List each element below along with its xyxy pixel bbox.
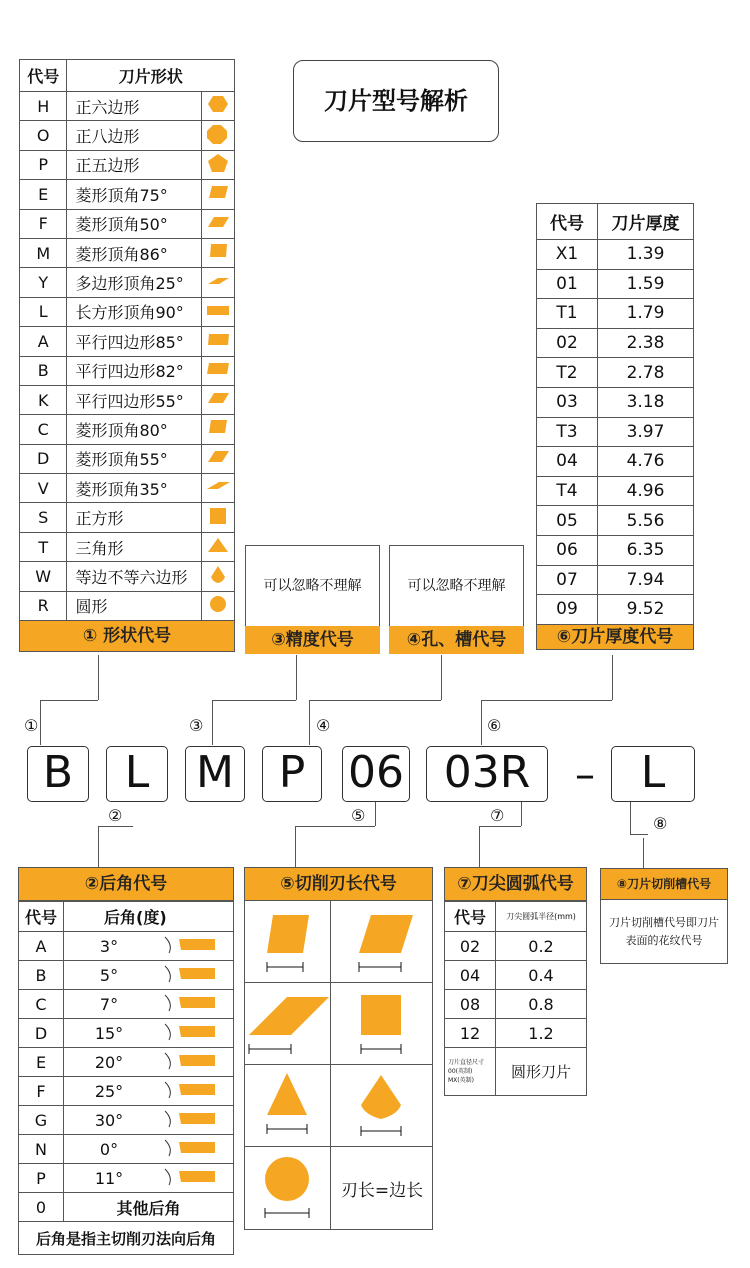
square-icon	[202, 505, 234, 527]
thickness-code: T3	[537, 417, 598, 447]
shape-code: P	[20, 150, 67, 179]
clearance-other-value: 其他后角	[64, 1193, 234, 1222]
edge-cell-triangle	[245, 1065, 331, 1147]
nose-header-value: 刀尖圆弧半径(mm)	[496, 902, 587, 932]
shape-row	[20, 268, 235, 297]
shape-code: B	[20, 356, 67, 385]
shape-icon-cell	[201, 297, 234, 326]
code-box-thickness-radius: 03R	[426, 746, 548, 802]
shape-code: H	[20, 92, 67, 121]
thickness-row	[537, 299, 694, 329]
shape-icon-cell	[201, 474, 234, 503]
rhombus-55-icon	[202, 446, 234, 468]
wire-4b	[309, 700, 441, 701]
thickness-row	[537, 535, 694, 565]
edge-cell-parallelogram	[245, 901, 331, 983]
shape-footer: ① 形状代号	[19, 621, 235, 652]
shape-icon-cell	[201, 180, 234, 209]
clearance-row	[19, 1048, 234, 1077]
clearance-angle-icon	[159, 933, 229, 955]
clearance-angle-icon	[159, 1165, 229, 1187]
clearance-value: 0°	[64, 1135, 155, 1164]
marker-7: ⑦	[490, 806, 505, 825]
nose-note-line-2: 00(英制)	[448, 1068, 473, 1075]
wire-1b	[40, 700, 98, 701]
shape-row	[20, 327, 235, 356]
nose-row	[445, 932, 587, 961]
clearance-value: 15°	[64, 1019, 155, 1048]
edge-length-grid	[244, 901, 433, 1230]
clearance-angle-cell	[154, 990, 234, 1019]
clearance-value: 5°	[64, 961, 155, 990]
circle-icon	[202, 593, 234, 615]
nose-header-code: 代号	[445, 902, 496, 932]
nose-code: 04	[445, 961, 496, 990]
shape-icon-cell	[201, 444, 234, 473]
wire-1c	[40, 700, 41, 745]
thickness-value: 1.79	[598, 299, 694, 329]
shape-code: T	[20, 532, 67, 561]
clearance-code: G	[19, 1106, 64, 1135]
thickness-row	[537, 447, 694, 477]
thickness-footer: ⑥刀片厚度代号	[536, 625, 694, 650]
thickness-value: 6.35	[598, 535, 694, 565]
clearance-value: 7°	[64, 990, 155, 1019]
code-box-hole: P	[262, 746, 322, 802]
clearance-code: A	[19, 932, 64, 961]
shape-code: M	[20, 238, 67, 267]
shape-row	[20, 297, 235, 326]
clearance-value: 11°	[64, 1164, 155, 1193]
edge-cell-note	[331, 1147, 433, 1229]
clearance-row	[19, 961, 234, 990]
triangle-edge-icon	[245, 1065, 331, 1147]
wire-3c	[212, 700, 213, 745]
shape-icon-cell	[201, 562, 234, 591]
nose-row	[445, 961, 587, 990]
edge-length-note: 刃长=边长	[340, 1180, 424, 1201]
triangle-icon	[202, 534, 234, 556]
thickness-row	[537, 595, 694, 625]
trigon-icon	[202, 563, 234, 585]
clearance-angle-cell	[154, 1019, 234, 1048]
thickness-row	[537, 387, 694, 417]
precision-note: 可以忽略不理解	[263, 578, 362, 594]
rhombus-35-icon	[202, 475, 234, 497]
code-box-precision: M	[185, 746, 245, 802]
polygon-25-icon	[202, 270, 234, 292]
marker-4: ④	[316, 716, 331, 735]
clearance-header-value: 后角(度)	[64, 902, 234, 932]
shape-code: L	[20, 297, 67, 326]
clearance-value: 20°	[64, 1048, 155, 1077]
clearance-row	[19, 1019, 234, 1048]
shape-code: K	[20, 385, 67, 414]
marker-5: ⑤	[351, 806, 366, 825]
shape-row	[20, 532, 235, 561]
chipbreaker-panel	[600, 868, 728, 964]
clearance-footer: 后角是指主切削刃法向后角	[19, 1222, 234, 1255]
shape-name: 平行四边形55°	[67, 385, 201, 414]
shape-row	[20, 121, 235, 150]
thickness-header-value: 刀片厚度	[598, 204, 694, 240]
hole-footer: ④孔、槽代号	[389, 626, 524, 654]
shape-name: 菱形顶角75°	[67, 180, 201, 209]
shape-icon-cell	[201, 268, 234, 297]
clearance-value: 3°	[64, 932, 155, 961]
page-title-text: 刀片型号解析	[324, 87, 468, 115]
clearance-code: N	[19, 1135, 64, 1164]
shape-name: 三角形	[67, 532, 201, 561]
clearance-value: 30°	[64, 1106, 155, 1135]
shape-code: S	[20, 503, 67, 532]
clearance-angle-cell	[154, 1077, 234, 1106]
shape-name: 菱形顶角80°	[67, 415, 201, 444]
thickness-value: 4.76	[598, 447, 694, 477]
thickness-code: 01	[537, 269, 598, 299]
shape-row	[20, 356, 235, 385]
clearance-angle-cell	[154, 961, 234, 990]
clearance-angle-icon	[159, 962, 229, 984]
page-title	[293, 60, 499, 142]
nose-code: 12	[445, 1019, 496, 1048]
thickness-table	[536, 203, 694, 650]
shape-code: A	[20, 327, 67, 356]
shape-code: Y	[20, 268, 67, 297]
clearance-angle-cell	[154, 1164, 234, 1193]
marker-3: ③	[189, 716, 204, 735]
thickness-row	[537, 476, 694, 506]
edge-cell-circle	[245, 1147, 331, 1229]
shape-code: E	[20, 180, 67, 209]
wire-5b	[295, 826, 375, 827]
shape-icon-cell	[201, 150, 234, 179]
wire-6	[612, 655, 613, 700]
clearance-code: F	[19, 1077, 64, 1106]
clearance-angle-icon	[159, 1136, 229, 1158]
nose-row	[445, 1019, 587, 1048]
shape-icon-cell	[201, 385, 234, 414]
shape-icon-cell	[201, 503, 234, 532]
wire-2b	[98, 826, 99, 867]
thickness-value: 4.96	[598, 476, 694, 506]
clearance-angle-cell	[154, 932, 234, 961]
shape-header-code: 代号	[20, 60, 67, 92]
edge-cell-trigon	[331, 1065, 433, 1147]
chipbreaker-title: ⑧刀片切削槽代号	[600, 868, 728, 900]
shape-icon-cell	[201, 327, 234, 356]
clearance-angle-cell	[154, 1106, 234, 1135]
shape-row	[20, 92, 235, 121]
shape-name: 菱形顶角35°	[67, 474, 201, 503]
shape-header-name: 刀片形状	[67, 60, 235, 92]
nose-value: 0.4	[496, 961, 587, 990]
shape-row	[20, 562, 235, 591]
shape-name: 平行四边形82°	[67, 356, 201, 385]
rhombus-75-icon	[202, 181, 234, 203]
rhombus-86-icon	[202, 240, 234, 262]
shape-icon-cell	[201, 591, 234, 620]
circle-edge-icon	[245, 1147, 331, 1229]
wire-8	[630, 802, 631, 834]
clearance-row	[19, 1135, 234, 1164]
acute-rhombus-edge-icon	[245, 983, 331, 1065]
nose-code: 02	[445, 932, 496, 961]
wire-8b	[630, 834, 648, 835]
shape-name: 多边形顶角25°	[67, 268, 201, 297]
shape-row	[20, 209, 235, 238]
thickness-code: 07	[537, 565, 598, 595]
precision-footer: ③精度代号	[245, 626, 380, 654]
thickness-code: T4	[537, 476, 598, 506]
nose-note-line-3: MX(英制)	[448, 1077, 474, 1084]
shape-code: D	[20, 444, 67, 473]
shape-icon-cell	[201, 92, 234, 121]
wire-3b	[212, 700, 296, 701]
clearance-angle-icon	[159, 991, 229, 1013]
thickness-value: 7.94	[598, 565, 694, 595]
wire-1	[98, 655, 99, 700]
shape-row	[20, 503, 235, 532]
code-box-clearance: L	[106, 746, 168, 802]
rhombus-edge-icon	[331, 901, 433, 983]
thickness-value: 9.52	[598, 595, 694, 625]
clearance-angle-icon	[159, 1107, 229, 1129]
edge-length-panel	[244, 867, 433, 1230]
code-box-chipbreaker: L	[611, 746, 695, 802]
thickness-value: 3.18	[598, 387, 694, 417]
wire-6c	[481, 700, 482, 745]
nose-radius-title: ⑦刀尖圆弧代号	[444, 867, 587, 901]
thickness-code: T2	[537, 358, 598, 388]
shape-name: 平行四边形85°	[67, 327, 201, 356]
clearance-other-code: 0	[19, 1193, 64, 1222]
edge-cell-rhombus	[331, 901, 433, 983]
shape-name: 正方形	[67, 503, 201, 532]
clearance-code: E	[19, 1048, 64, 1077]
thickness-value: 1.39	[598, 240, 694, 270]
dash-separator: –	[575, 752, 595, 798]
thickness-code: 04	[537, 447, 598, 477]
shape-code: F	[20, 209, 67, 238]
wire-5c	[295, 826, 296, 867]
shape-row	[20, 150, 235, 179]
thickness-code: 03	[537, 387, 598, 417]
parallelogram-82-icon	[202, 358, 234, 380]
wire-3	[296, 655, 297, 700]
thickness-value: 2.38	[598, 328, 694, 358]
chipbreaker-desc: 刀片切削槽代号即刀片表面的花纹代号	[600, 900, 728, 964]
shape-name: 圆形	[67, 591, 201, 620]
shape-code: V	[20, 474, 67, 503]
shape-row	[20, 238, 235, 267]
parallelogram-85-icon	[202, 328, 234, 350]
shape-code: R	[20, 591, 67, 620]
shape-name: 菱形顶角86°	[67, 238, 201, 267]
wire-7c	[479, 826, 480, 867]
thickness-code: 05	[537, 506, 598, 536]
hexagon-icon	[202, 93, 234, 115]
nose-note-line-1: 刀片直径尺寸	[448, 1059, 485, 1066]
marker-6: ⑥	[487, 716, 502, 735]
square-edge-icon	[331, 983, 433, 1065]
wire-5	[375, 802, 376, 826]
shape-row	[20, 180, 235, 209]
clearance-row	[19, 1164, 234, 1193]
parallelogram-55-icon	[202, 387, 234, 409]
thickness-code: 09	[537, 595, 598, 625]
clearance-code: D	[19, 1019, 64, 1048]
clearance-code: C	[19, 990, 64, 1019]
shape-row	[20, 591, 235, 620]
shape-name: 正五边形	[67, 150, 201, 179]
nose-note-cell	[445, 1048, 496, 1096]
shape-row	[20, 444, 235, 473]
clearance-row	[19, 1106, 234, 1135]
thickness-header-code: 代号	[537, 204, 598, 240]
rhombus-80-icon	[202, 416, 234, 438]
shape-code: W	[20, 562, 67, 591]
nose-code: 08	[445, 990, 496, 1019]
clearance-table	[18, 867, 234, 1255]
shape-name: 正八边形	[67, 121, 201, 150]
shape-name: 正六边形	[67, 92, 201, 121]
shape-icon-cell	[201, 238, 234, 267]
rectangle-icon	[202, 299, 234, 321]
marker-8: ⑧	[653, 814, 668, 833]
wire-4c	[309, 700, 310, 745]
clearance-angle-cell	[154, 1048, 234, 1077]
clearance-angle-icon	[159, 1078, 229, 1100]
clearance-angle-icon	[159, 1049, 229, 1071]
rhombus-50-icon	[202, 211, 234, 233]
clearance-row	[19, 932, 234, 961]
thickness-row	[537, 417, 694, 447]
shape-row	[20, 385, 235, 414]
thickness-value: 3.97	[598, 417, 694, 447]
thickness-code: 06	[537, 535, 598, 565]
marker-1: ①	[24, 716, 39, 735]
octagon-icon	[202, 123, 234, 145]
trigon-edge-icon	[331, 1065, 433, 1147]
shape-table	[19, 59, 235, 652]
shape-name: 等边不等六边形	[67, 562, 201, 591]
precision-note-box	[245, 545, 380, 627]
shape-name: 菱形顶角55°	[67, 444, 201, 473]
wire-4	[441, 655, 442, 700]
clearance-header-code: 代号	[19, 902, 64, 932]
clearance-angle-cell	[154, 1135, 234, 1164]
shape-code: O	[20, 121, 67, 150]
code-box-edge-length: 06	[342, 746, 410, 802]
thickness-row	[537, 506, 694, 536]
wire-6b	[481, 700, 612, 701]
thickness-row	[537, 269, 694, 299]
shape-icon-cell	[201, 356, 234, 385]
thickness-value: 1.59	[598, 269, 694, 299]
shape-icon-cell	[201, 209, 234, 238]
code-box-shape: B	[27, 746, 89, 802]
clearance-value: 25°	[64, 1077, 155, 1106]
thickness-code: 02	[537, 328, 598, 358]
clearance-title: ②后角代号	[18, 867, 234, 901]
thickness-row	[537, 328, 694, 358]
shape-name: 长方形顶角90°	[67, 297, 201, 326]
shape-code: C	[20, 415, 67, 444]
clearance-row	[19, 1077, 234, 1106]
wire-8c	[643, 838, 644, 868]
shape-icon-cell	[201, 415, 234, 444]
clearance-angle-icon	[159, 1020, 229, 1042]
shape-name: 菱形顶角50°	[67, 209, 201, 238]
nose-value: 0.8	[496, 990, 587, 1019]
thickness-value: 2.78	[598, 358, 694, 388]
clearance-code: P	[19, 1164, 64, 1193]
nose-value: 1.2	[496, 1019, 587, 1048]
thickness-row	[537, 240, 694, 270]
shape-row	[20, 474, 235, 503]
edge-cell-rhombus-acute	[245, 983, 331, 1065]
thickness-row	[537, 565, 694, 595]
pentagon-icon	[202, 152, 234, 174]
edge-length-title: ⑤切削刃长代号	[244, 867, 433, 901]
thickness-code: X1	[537, 240, 598, 270]
nose-note-value: 圆形刀片	[496, 1048, 587, 1096]
wire-2	[98, 826, 133, 827]
thickness-row	[537, 358, 694, 388]
clearance-code: B	[19, 961, 64, 990]
clearance-row	[19, 990, 234, 1019]
hole-note: 可以忽略不理解	[407, 578, 506, 594]
wire-7	[521, 802, 522, 826]
thickness-value: 5.56	[598, 506, 694, 536]
shape-icon-cell	[201, 532, 234, 561]
wire-7b	[479, 826, 521, 827]
hole-note-box	[389, 545, 524, 627]
shape-row	[20, 415, 235, 444]
nose-value: 0.2	[496, 932, 587, 961]
parallelogram-edge-icon	[245, 901, 331, 983]
thickness-code: T1	[537, 299, 598, 329]
marker-2: ②	[108, 806, 123, 825]
shape-icon-cell	[201, 121, 234, 150]
nose-row	[445, 990, 587, 1019]
nose-radius-table	[444, 867, 587, 1096]
edge-cell-square	[331, 983, 433, 1065]
